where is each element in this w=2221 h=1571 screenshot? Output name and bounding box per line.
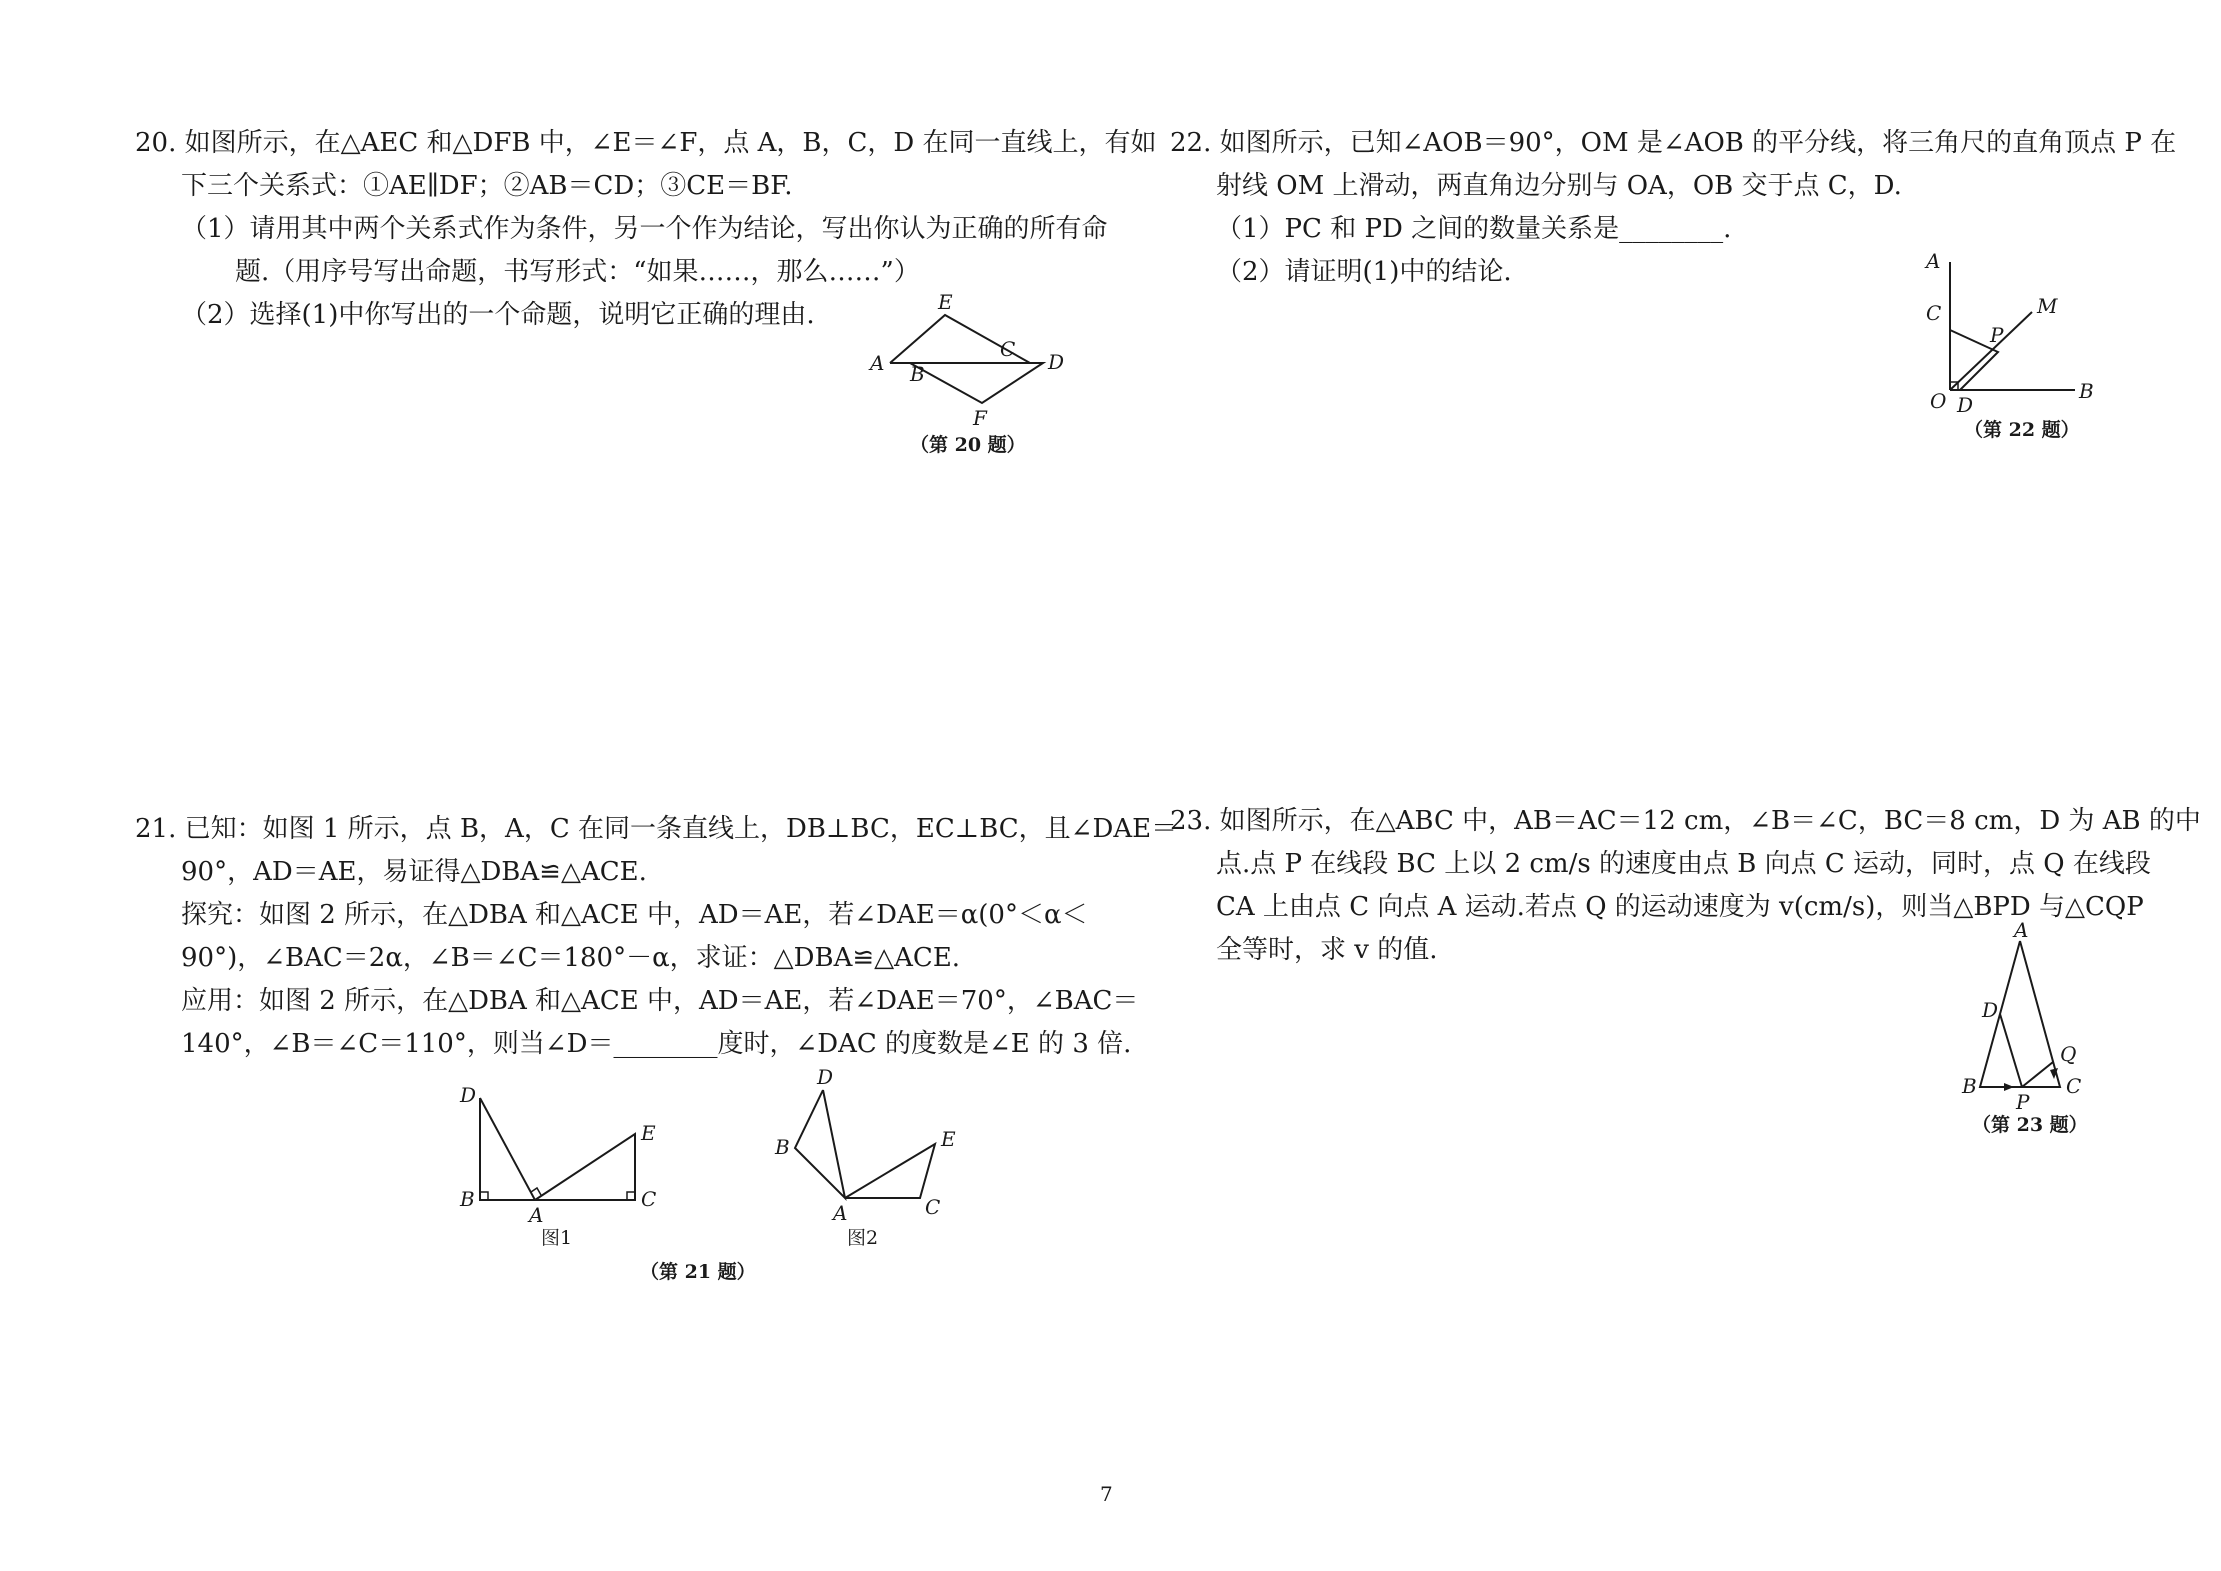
q23-label-c: C xyxy=(2066,1074,2082,1098)
q21-fig2-triangle-dba xyxy=(795,1090,845,1198)
q20-label-b: B xyxy=(910,362,925,386)
q22-label-o: O xyxy=(1930,389,1947,413)
q21-line-5: 应用：如图 2 所示，在△DBA 和△ACE 中，AD＝AE，若∠DAE＝70°，∠BAC＝ xyxy=(181,986,1139,1016)
q21-line-2: 90°，AD＝AE，易证得△DBA≌△ACE. xyxy=(181,857,647,887)
q21-line-4: 90°)，∠BAC＝2α，∠B＝∠C＝180°－α，求证：△DBA≌△ACE. xyxy=(181,943,961,973)
q21-fig1-shape xyxy=(480,1098,535,1200)
q21-fig1-right-angle-c xyxy=(627,1192,635,1200)
q23-line-3: CA 上由点 C 向点 A 运动.若点 Q 的运动速度为 v(cm/s)，则当△BPD 与△CQP xyxy=(1216,892,2144,922)
q22-line-3: （1）PC 和 PD 之间的数量关系是________. xyxy=(1216,214,1732,244)
q20-line-4: 题.（用序号写出命题，书写形式：“如果……，那么……”） xyxy=(235,257,920,287)
q22-line-1: 22. 如图所示，已知∠AOB＝90°，OM 是∠AOB 的平分线，将三角尺的直角顶点 P 在 xyxy=(1170,128,2177,158)
q21-line-1: 21. 已知：如图 1 所示，点 B，A，C 在同一条直线上，DB⊥BC，EC⊥BC，且∠DAE＝ xyxy=(135,814,1178,844)
q21-fig1-label-b: B xyxy=(460,1187,475,1211)
q22-label-p: P xyxy=(1990,323,2004,347)
q21-fig2-label-d: D xyxy=(817,1065,834,1089)
q21-fig2-caption: 图2 xyxy=(847,1227,879,1249)
q20-line-3: （1）请用其中两个关系式作为条件，另一个作为结论，写出你认为正确的所有命 xyxy=(181,214,1108,244)
q20-label-f: F xyxy=(973,406,987,430)
q23-figure xyxy=(1950,918,2110,1149)
q20-label-d: D xyxy=(1048,350,1065,374)
q22-line-2: 射线 OM 上滑动，两直角边分别与 OA，OB 交于点 C，D. xyxy=(1216,171,1902,201)
q21-fig2-triangle-ace xyxy=(845,1144,935,1198)
q21-caption xyxy=(640,1258,780,1292)
q20-line-2: 下三个关系式：①AE∥DF；②AB＝CD；③CE＝BF. xyxy=(181,171,793,201)
q21-line-6: 140°，∠B＝∠C＝110°，则当∠D＝________度时，∠DAC 的度数是∠E 的 3 倍. xyxy=(181,1029,1132,1059)
q21-fig1-label-c: C xyxy=(641,1187,657,1211)
q21-fig1-caption: 图1 xyxy=(541,1227,573,1249)
q22-line-4: （2）请证明(1)中的结论. xyxy=(1216,257,1512,287)
q23-label-a: A xyxy=(2014,918,2029,942)
q20-label-c: C xyxy=(1000,337,1016,361)
q23-label-d: D xyxy=(1982,998,1999,1022)
q20-triangle-dfb xyxy=(910,363,1043,403)
q21-caption-text: （第 21 题） xyxy=(640,1261,756,1283)
q20-line-1: 20. 如图所示，在△AEC 和△DFB 中，∠E＝∠F，点 A，B，C，D 在同一直线上，有如 xyxy=(135,128,1157,158)
q20-line-5: （2）选择(1)中你写出的一个命题，说明它正确的理由. xyxy=(181,300,815,330)
q22-label-b: B xyxy=(2079,379,2094,403)
page-number: 7 xyxy=(1100,1482,1113,1506)
q21-fig1-shape-right xyxy=(535,1134,635,1200)
q21-fig1-right-angle-b xyxy=(480,1192,488,1200)
q23-line-4: 全等时，求 v 的值. xyxy=(1216,935,1438,965)
q23-label-b: B xyxy=(1962,1074,1977,1098)
q23-caption: （第 23 题） xyxy=(1972,1114,2088,1136)
q22-caption: （第 22 题） xyxy=(1964,419,2080,441)
q21-fig2-label-a: A xyxy=(833,1201,848,1225)
q23-label-p: P xyxy=(2016,1090,2030,1114)
q21-line-3: 探究：如图 2 所示，在△DBA 和△ACE 中，AD＝AE，若∠DAE＝α(0°＜α＜ xyxy=(181,900,1088,930)
q22-label-c: C xyxy=(1926,301,1942,325)
q20-label-a: A xyxy=(870,351,885,375)
q23-segment-dp xyxy=(2000,1014,2022,1087)
q20-label-e: E xyxy=(938,290,953,314)
q23-arrow-bp xyxy=(2004,1083,2014,1091)
question-21 xyxy=(135,808,1177,1066)
q22-label-d: D xyxy=(1957,393,1974,417)
q23-segment-pq xyxy=(2022,1062,2053,1087)
q21-fig1-label-d: D xyxy=(460,1083,477,1107)
q22-label-m: M xyxy=(2037,294,2058,318)
q21-fig2-label-b: B xyxy=(775,1135,790,1159)
q21-fig1-label-a: A xyxy=(529,1203,544,1227)
q21-figure-1 xyxy=(455,1082,675,1256)
q22-figure xyxy=(1920,250,2100,454)
q22-label-a: A xyxy=(1926,249,1941,273)
q20-caption: （第 20 题） xyxy=(910,434,1026,456)
q21-fig2-label-c: C xyxy=(925,1195,941,1219)
q21-fig1-label-e: E xyxy=(641,1121,656,1145)
q20-figure xyxy=(870,290,1070,469)
q23-line-2: 点.点 P 在线段 BC 上以 2 cm/s 的速度由点 B 向点 C 运动，同时，点 Q 在线段 xyxy=(1216,849,2151,879)
q21-fig2-label-e: E xyxy=(941,1127,956,1151)
q21-figure-2 xyxy=(765,1064,985,1258)
q23-line-1: 23. 如图所示，在△ABC 中，AB＝AC＝12 cm，∠B＝∠C，BC＝8 cm，D 为 AB 的中 xyxy=(1170,806,2201,836)
q23-label-q: Q xyxy=(2060,1042,2077,1066)
